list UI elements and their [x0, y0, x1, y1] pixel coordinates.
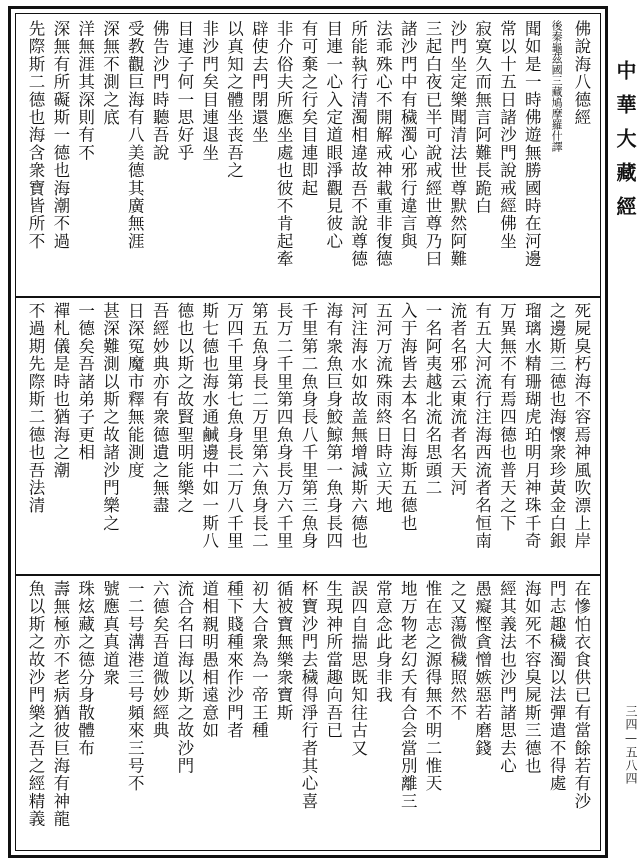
- text-column: 常意念此身非我: [373, 580, 393, 704]
- text-column: 法乖殊心不開解戒神載重非復德: [373, 20, 393, 268]
- text-column: 第五魚身長二万里第六魚身長二: [249, 302, 269, 550]
- text-column: 長万二千里第四魚身長万六千里: [274, 302, 294, 550]
- text-column: 目連一心入定道眼淨觀見彼心: [323, 20, 343, 251]
- text-column: 五河万流殊雨終日時立天地: [373, 302, 393, 515]
- text-column: 先際斯二德也海含衆寶皆所不: [26, 20, 45, 251]
- text-column: 洋無涯其深則有不: [75, 20, 95, 162]
- text-column: 佛告沙門時聽吾說: [150, 20, 170, 162]
- text-column: 循被寶無樂衆寶斯: [274, 580, 294, 722]
- text-column: 三起白夜已半可說戒經世尊乃曰: [423, 20, 442, 268]
- text-column: 一二号溝港三号頻來三号不: [125, 580, 145, 793]
- text-column: 生現神所當趣向吾已: [323, 580, 343, 740]
- section-divider: [16, 296, 600, 298]
- text-column: 諸沙門中有穢濁心邪行違言與: [398, 20, 418, 251]
- text-column: 日深冤魔市釋無能測度: [125, 302, 145, 479]
- text-column: 海有衆魚巨身鮫鯨第一魚身長四: [323, 302, 343, 550]
- text-column: 有五大河流行注海西流者名恒南: [472, 302, 492, 550]
- text-column: 經其義法也沙門諸思去心: [497, 580, 517, 775]
- text-column: 禪札儀是時也猶海之潮: [50, 302, 70, 479]
- text-column: 在慘怕衣食供已有當餘若有沙: [571, 580, 591, 811]
- text-column: 一德矣吾諸弟子更相: [75, 302, 95, 462]
- text-column: 德也以斯之故賢聖明能樂之: [174, 302, 194, 515]
- text-column: 之邊斯三德也海懷衆珍黃金白銀: [547, 302, 567, 550]
- page-number: 三四—五八四: [624, 705, 638, 785]
- text-column: 受教觀巨海有八美德其廣無涯: [125, 20, 145, 251]
- text-column: 河注海水如故盖無增減斯六德也: [348, 302, 368, 550]
- text-column: 佛說海八德經: [571, 20, 591, 127]
- text-column: 誤四自揣思既知往古又: [348, 580, 368, 757]
- text-column: 万異無不有焉四德也普天之下: [497, 302, 517, 533]
- text-column: 有可棄之行矣目連即起: [298, 20, 318, 197]
- text-column: 斯七德也海水通鹹邊中如一斯八: [199, 302, 219, 550]
- text-column: 惟在志之源得無不明二惟天: [423, 580, 442, 793]
- text-column: 深無有所礙斯一德也海潮不過: [50, 20, 70, 251]
- text-column: 之又蕩微穢照然不: [447, 580, 467, 722]
- text-column: 以真知之體坐丧吾之: [224, 20, 244, 180]
- text-column: 入于海皆去本名日海斯五德也: [398, 302, 418, 533]
- text-column: 死屍臭朽海不容焉神風吹漂上岸: [571, 302, 591, 550]
- text-column: 沙門坐定樂聞清法世尊默然阿難: [447, 20, 467, 268]
- text-column: 魚以斯之故沙門樂之吾之經精義: [26, 580, 45, 828]
- text-column: 辟使去門閉還坐: [249, 20, 269, 144]
- text-column: 愚癡慳貪憎嫉惡若磨錢: [472, 580, 492, 757]
- text-column: 千里第二魚身長八千里第三魚身: [298, 302, 318, 550]
- text-column: 號應真真道衆: [100, 580, 120, 687]
- text-column: 非沙門矣目連退坐: [199, 20, 219, 162]
- text-column: 壽無極亦不老病猶彼巨海有神龍: [50, 580, 70, 828]
- text-column: 杯寶沙門去穢得淨行者其心喜: [298, 580, 318, 811]
- text-column: 吾經妙典亦有衆德遺之無盡: [150, 302, 170, 515]
- text-column: 門志趣穢濁以法彈遣不得處: [547, 580, 567, 793]
- text-section-1: [18, 20, 598, 292]
- text-section-3: [18, 580, 598, 850]
- text-column: 甚深難測以斯之故諸沙門樂之: [100, 302, 120, 533]
- text-column: 不過期先際斯二德也吾法清: [26, 302, 45, 515]
- text-column: 種下賤種來作沙門者: [224, 580, 244, 740]
- text-column: 万四千里第七魚身長二万八千里: [224, 302, 244, 550]
- text-column: 一名阿夷越北流名思頭二: [423, 302, 442, 497]
- text-column: 目連子何一思好乎: [174, 20, 194, 162]
- page-frame: [8, 6, 608, 858]
- text-column: 地万物老幻夭有合会當別離三: [398, 580, 418, 811]
- page-inner-border: [15, 13, 601, 851]
- text-column: 珠炫藏之德分身散體布: [75, 580, 95, 757]
- text-column: 瑠璃水精珊瑚虎珀明月神珠千奇: [522, 302, 542, 550]
- text-column: 深無不測之底: [100, 20, 120, 127]
- margin: [612, 0, 640, 866]
- text-column: 海如死不容臭屍斯三德也: [522, 580, 542, 775]
- section-divider: [16, 574, 600, 576]
- text-column: 道相親明愚相遠意如: [199, 580, 219, 740]
- text-column: 常以十五日諸沙門說戒經佛坐: [497, 20, 517, 251]
- text-column: 後秦龜茲國三藏鳩摩羅什譯: [550, 20, 564, 152]
- text-column: 流合名曰海以斯之故沙門: [174, 580, 194, 775]
- text-column: 流者名邪云東流者名天河: [447, 302, 467, 497]
- text-column: 聞如是一時佛遊無勝國時在河邊: [522, 20, 542, 268]
- text-column: 非介俗夫所應坐處也彼不肯起牽: [274, 20, 294, 268]
- collection-title: 中華大藏經: [613, 60, 637, 230]
- text-column: 初大合衆為一帝王種: [249, 580, 269, 740]
- text-column: 所能執行清濁相違故吾不說尊德: [348, 20, 368, 268]
- text-section-2: [18, 302, 598, 570]
- text-column: 寂寞久而無言阿難長跪白: [472, 20, 492, 215]
- text-column: 六德矣吾道微妙經典: [150, 580, 170, 740]
